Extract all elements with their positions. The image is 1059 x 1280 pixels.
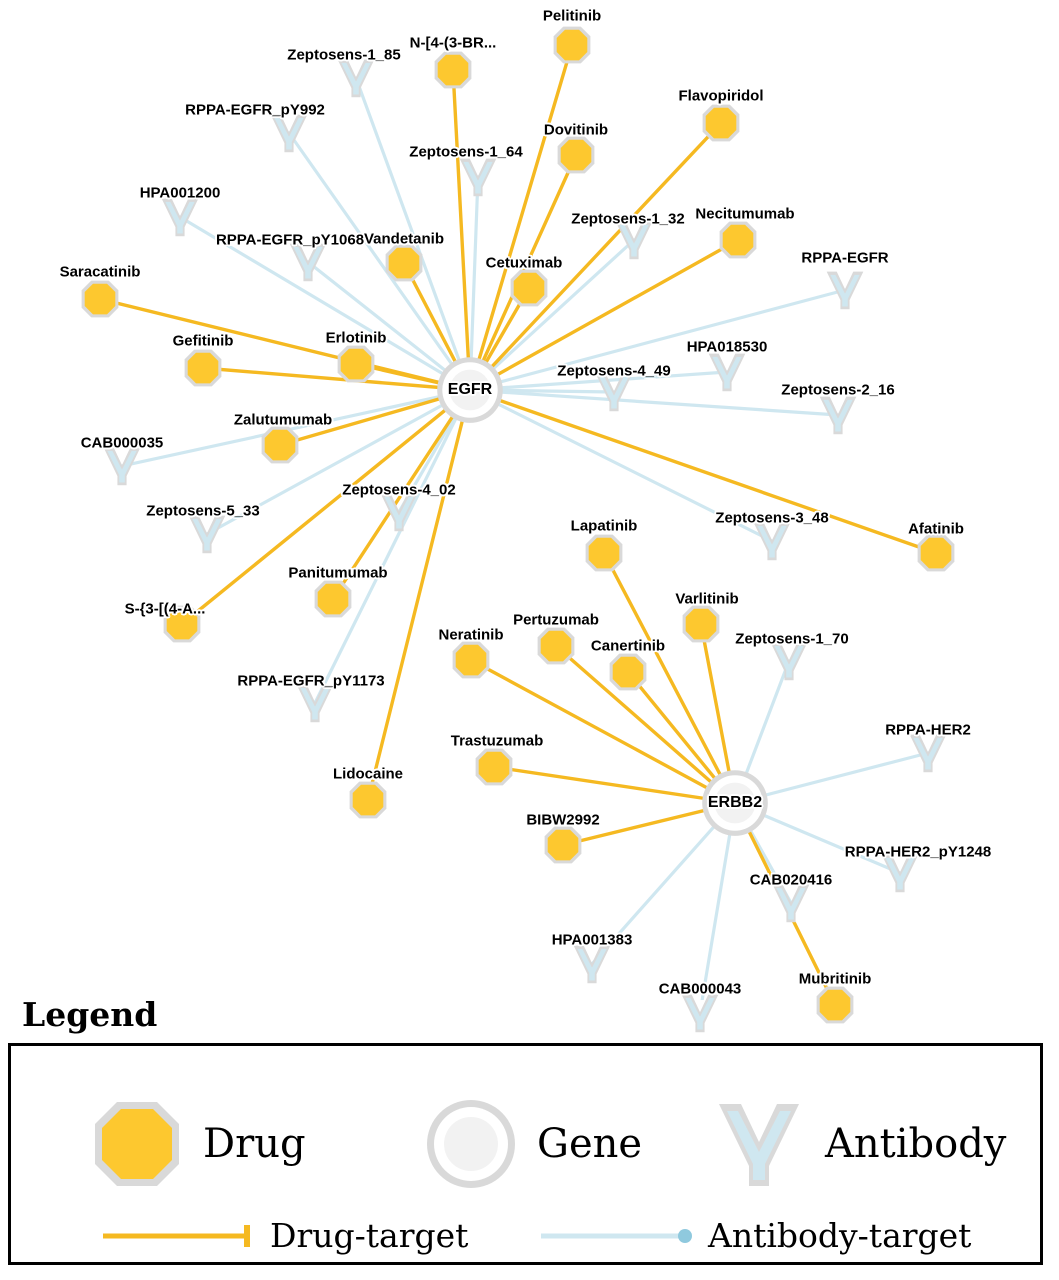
node-label: Mubritinib [798, 970, 872, 988]
graph-edge [470, 390, 936, 553]
legend-label-gene: Gene [537, 1121, 643, 1167]
graph-edge [453, 70, 470, 390]
drug-node[interactable] [717, 219, 759, 261]
drug-node[interactable] [383, 242, 425, 284]
legend-title: Legend [22, 995, 158, 1034]
node-label: Pertuzumab [513, 611, 599, 629]
node-label: Varlitinib [675, 590, 739, 608]
node-label: S-{3-[(4-A... [124, 600, 206, 618]
node-label: Zeptosens-4_49 [557, 362, 671, 380]
legend-item-antibody-target [539, 1216, 971, 1255]
legend-label-antibody-target: Antibody-target [708, 1216, 972, 1255]
node-label: Zeptosens-1_85 [287, 46, 401, 64]
drug-icon [89, 1096, 185, 1192]
drug-node[interactable] [607, 651, 649, 693]
drug-node[interactable] [915, 532, 957, 574]
drug-node[interactable] [555, 134, 597, 176]
node-label: Panitumumab [288, 564, 388, 582]
node-label: Neratinib [438, 626, 504, 644]
node-label: CAB020416 [749, 871, 833, 889]
node-label: Afatinib [908, 520, 964, 538]
legend-item-antibody [711, 1096, 1006, 1192]
drug-node[interactable] [259, 424, 301, 466]
drug-node[interactable] [542, 824, 584, 866]
node-label: BIBW2992 [526, 811, 600, 829]
antibody-node[interactable] [823, 268, 867, 312]
graph-edge [315, 390, 470, 703]
drug-node[interactable] [79, 278, 121, 320]
antibody-node[interactable] [456, 155, 500, 199]
drug-node[interactable] [473, 746, 515, 788]
node-label: RPPA-EGFR [801, 249, 889, 267]
drug-node[interactable] [814, 984, 856, 1026]
drug-node[interactable] [535, 625, 577, 667]
legend-label-antibody: Antibody [825, 1121, 1007, 1167]
node-label: ERBB2 [707, 794, 763, 811]
node-label: Zeptosens-2_16 [781, 381, 895, 399]
node-label: Canertinib [590, 637, 666, 655]
drug-node[interactable] [680, 603, 722, 645]
graph-edge [470, 45, 572, 390]
node-label: Necitumumab [695, 205, 795, 223]
legend-label-drug-target: Drug-target [270, 1216, 469, 1255]
node-label: RPPA-EGFR_pY1068 [215, 231, 365, 249]
antibody-node[interactable] [678, 991, 722, 1035]
node-label: Lidocaine [332, 765, 404, 783]
drug-node[interactable] [182, 347, 224, 389]
drug-node[interactable] [551, 24, 593, 66]
drug-node[interactable] [700, 102, 742, 144]
node-label: RPPA-HER2 [885, 721, 971, 739]
node-label: Lapatinib [570, 517, 638, 535]
node-label: N-[4-(3-BR... [409, 34, 497, 52]
node-label: Zeptosens-3_48 [715, 509, 829, 527]
node-label: Zeptosens-1_64 [409, 143, 523, 161]
node-label: Cetuximab [485, 254, 563, 272]
node-label: Gefitinib [172, 332, 234, 350]
node-label: EGFR [447, 381, 493, 398]
legend-box [8, 1043, 1043, 1265]
antibody-node[interactable] [570, 942, 614, 986]
legend-item-drug-target [101, 1216, 468, 1255]
antibody-icon [711, 1096, 807, 1192]
node-label: CAB000043 [658, 980, 742, 998]
drug-node[interactable] [583, 532, 625, 574]
antibody-node[interactable] [705, 350, 749, 394]
drug-node[interactable] [347, 779, 389, 821]
legend-item-drug [89, 1096, 306, 1192]
drug-target-edge-icon [101, 1222, 256, 1250]
node-label: Zeptosens-5_33 [146, 502, 260, 520]
node-label: HPA018530 [686, 338, 768, 356]
node-label: Zalutumumab [233, 411, 333, 429]
node-label: Zeptosens-4_02 [342, 481, 456, 499]
antibody-node[interactable] [816, 393, 860, 437]
node-label: RPPA-HER2_pY1248 [844, 843, 992, 861]
legend-item-gene [423, 1096, 642, 1192]
node-label: HPA001200 [139, 184, 221, 202]
node-label: Trastuzumab [450, 732, 544, 750]
antibody-target-edge-icon [539, 1222, 694, 1250]
node-label: Vandetanib [363, 230, 445, 248]
node-label: Pelitinib [542, 7, 602, 25]
antibody-node[interactable] [158, 195, 202, 239]
node-label: Zeptosens-1_70 [735, 630, 849, 648]
gene-icon [423, 1096, 519, 1192]
node-label: Zeptosens-1_32 [571, 210, 685, 228]
drug-node[interactable] [432, 49, 474, 91]
legend-label-drug: Drug [203, 1121, 306, 1167]
drug-node[interactable] [335, 343, 377, 385]
drug-node[interactable] [508, 267, 550, 309]
node-label: Saracatinib [59, 263, 141, 281]
node-label: RPPA-EGFR_pY1173 [237, 672, 385, 690]
node-label: RPPA-EGFR_pY992 [185, 101, 325, 119]
node-label: CAB000035 [80, 434, 164, 452]
node-label: Dovitinib [543, 121, 609, 139]
drug-node[interactable] [450, 639, 492, 681]
node-label: Flavopiridol [678, 87, 764, 105]
node-label: Erlotinib [325, 329, 387, 347]
node-label: HPA001383 [551, 931, 633, 949]
drug-node[interactable] [312, 578, 354, 620]
